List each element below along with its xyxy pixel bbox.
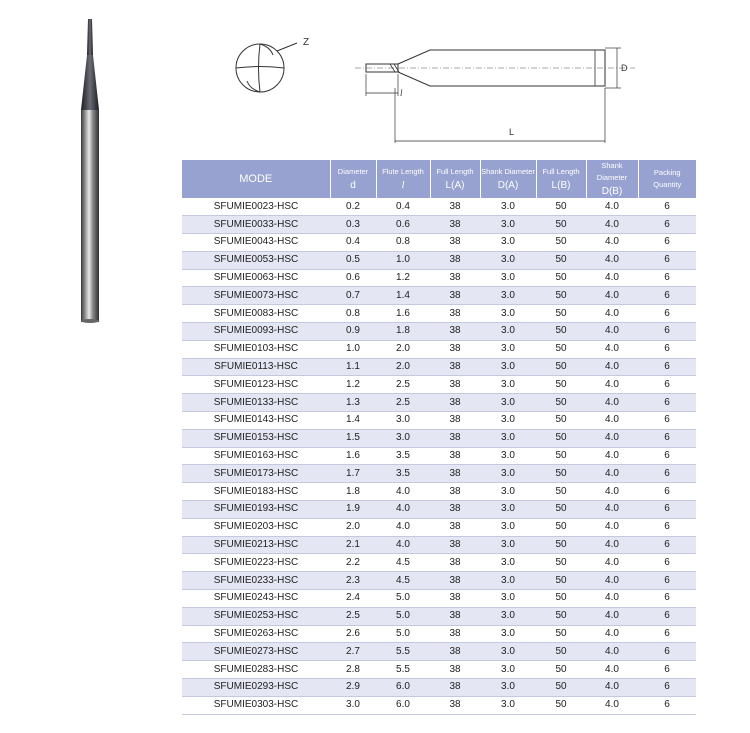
cell-shank-diameter-b: 4.0 (586, 323, 638, 341)
cell-diameter: 0.7 (330, 287, 376, 305)
table-row (182, 465, 696, 483)
cell-flute-length: 1.8 (376, 323, 430, 341)
cell-shank-diameter-a: 3.0 (480, 429, 536, 447)
cell-diameter: 0.3 (330, 216, 376, 234)
cell-packing-quantity: 6 (638, 572, 696, 590)
cell-packing-quantity: 6 (638, 679, 696, 697)
table-row (182, 305, 696, 323)
cell-diameter: 1.5 (330, 429, 376, 447)
cell-shank-diameter-b: 4.0 (586, 536, 638, 554)
cell-full-length-b: 50 (536, 323, 586, 341)
cell-mode: SFUMIE0253-HSC (182, 607, 330, 625)
cell-shank-diameter-b: 4.0 (586, 429, 638, 447)
cell-flute-length: 2.5 (376, 376, 430, 394)
cell-diameter: 2.3 (330, 572, 376, 590)
cell-shank-diameter-a: 3.0 (480, 447, 536, 465)
cell-packing-quantity: 6 (638, 305, 696, 323)
cell-diameter: 2.7 (330, 643, 376, 661)
cell-packing-quantity: 6 (638, 429, 696, 447)
cell-full-length-b: 50 (536, 340, 586, 358)
cell-diameter: 0.9 (330, 323, 376, 341)
table-row (182, 269, 696, 287)
cell-shank-diameter-a: 3.0 (480, 625, 536, 643)
cell-full-length-a: 38 (430, 501, 480, 519)
cell-full-length-b: 50 (536, 643, 586, 661)
cell-shank-diameter-b: 4.0 (586, 251, 638, 269)
cell-packing-quantity: 6 (638, 590, 696, 608)
full-length-label: L (509, 127, 515, 137)
cell-full-length-b: 50 (536, 429, 586, 447)
header-diameter: Diameter d (330, 160, 376, 198)
cell-full-length-a: 38 (430, 625, 480, 643)
cell-shank-diameter-a: 3.0 (480, 394, 536, 412)
cell-mode: SFUMIE0113-HSC (182, 358, 330, 376)
cell-full-length-a: 38 (430, 447, 480, 465)
cell-flute-length: 4.0 (376, 483, 430, 501)
cell-packing-quantity: 6 (638, 376, 696, 394)
cell-full-length-a: 38 (430, 661, 480, 679)
table-row (182, 679, 696, 697)
cell-shank-diameter-b: 4.0 (586, 447, 638, 465)
table-row (182, 643, 696, 661)
cell-full-length-b: 50 (536, 518, 586, 536)
cell-diameter: 2.8 (330, 661, 376, 679)
cell-shank-diameter-a: 3.0 (480, 198, 536, 216)
cell-full-length-b: 50 (536, 483, 586, 501)
cell-packing-quantity: 6 (638, 661, 696, 679)
cell-packing-quantity: 6 (638, 340, 696, 358)
cell-shank-diameter-b: 4.0 (586, 216, 638, 234)
cell-shank-diameter-b: 4.0 (586, 501, 638, 519)
cell-full-length-a: 38 (430, 234, 480, 252)
cell-full-length-a: 38 (430, 323, 480, 341)
cell-flute-length: 6.0 (376, 696, 430, 714)
cell-full-length-b: 50 (536, 394, 586, 412)
cell-full-length-b: 50 (536, 465, 586, 483)
cell-shank-diameter-a: 3.0 (480, 216, 536, 234)
cell-flute-length: 5.5 (376, 661, 430, 679)
cell-diameter: 0.5 (330, 251, 376, 269)
cell-diameter: 1.4 (330, 412, 376, 430)
table-row (182, 358, 696, 376)
cell-flute-length: 3.5 (376, 465, 430, 483)
cell-mode: SFUMIE0233-HSC (182, 572, 330, 590)
cell-shank-diameter-b: 4.0 (586, 554, 638, 572)
cell-shank-diameter-a: 3.0 (480, 412, 536, 430)
header-shank-diameter-a: Shank Diameter D(A) (480, 160, 536, 198)
cell-diameter: 0.4 (330, 234, 376, 252)
cell-full-length-a: 38 (430, 679, 480, 697)
cell-full-length-b: 50 (536, 661, 586, 679)
cell-mode: SFUMIE0173-HSC (182, 465, 330, 483)
cell-full-length-a: 38 (430, 536, 480, 554)
cell-mode: SFUMIE0283-HSC (182, 661, 330, 679)
cell-full-length-a: 38 (430, 607, 480, 625)
cell-flute-length: 5.0 (376, 625, 430, 643)
cell-full-length-a: 38 (430, 429, 480, 447)
table-header-row (182, 160, 696, 198)
cell-full-length-a: 38 (430, 376, 480, 394)
cell-shank-diameter-a: 3.0 (480, 590, 536, 608)
cell-full-length-b: 50 (536, 234, 586, 252)
table-row (182, 447, 696, 465)
end-mill-photo (60, 15, 120, 325)
cell-diameter: 3.0 (330, 696, 376, 714)
cell-diameter: 1.0 (330, 340, 376, 358)
cell-shank-diameter-b: 4.0 (586, 590, 638, 608)
cell-packing-quantity: 6 (638, 269, 696, 287)
table-row (182, 376, 696, 394)
cell-full-length-a: 38 (430, 643, 480, 661)
table-row (182, 536, 696, 554)
cell-full-length-a: 38 (430, 269, 480, 287)
cell-full-length-a: 38 (430, 305, 480, 323)
cell-full-length-b: 50 (536, 607, 586, 625)
cell-diameter: 0.2 (330, 198, 376, 216)
cell-full-length-b: 50 (536, 501, 586, 519)
cell-shank-diameter-b: 4.0 (586, 394, 638, 412)
table-row (182, 251, 696, 269)
cell-shank-diameter-a: 3.0 (480, 269, 536, 287)
table-row (182, 340, 696, 358)
table-row (182, 198, 696, 216)
cell-flute-length: 5.0 (376, 590, 430, 608)
cell-shank-diameter-a: 3.0 (480, 305, 536, 323)
table-row (182, 607, 696, 625)
cell-mode: SFUMIE0123-HSC (182, 376, 330, 394)
cell-mode: SFUMIE0143-HSC (182, 412, 330, 430)
spec-table (182, 160, 696, 715)
cell-packing-quantity: 6 (638, 518, 696, 536)
cell-shank-diameter-b: 4.0 (586, 234, 638, 252)
cell-full-length-b: 50 (536, 198, 586, 216)
cell-mode: SFUMIE0103-HSC (182, 340, 330, 358)
cell-full-length-b: 50 (536, 216, 586, 234)
cell-shank-diameter-a: 3.0 (480, 518, 536, 536)
cell-flute-length: 3.5 (376, 447, 430, 465)
cell-packing-quantity: 6 (638, 447, 696, 465)
d-label: D (621, 63, 628, 73)
cell-full-length-b: 50 (536, 536, 586, 554)
cell-shank-diameter-b: 4.0 (586, 643, 638, 661)
cell-shank-diameter-a: 3.0 (480, 340, 536, 358)
cell-full-length-a: 38 (430, 198, 480, 216)
cell-packing-quantity: 6 (638, 625, 696, 643)
cell-flute-length: 2.5 (376, 394, 430, 412)
cell-mode: SFUMIE0203-HSC (182, 518, 330, 536)
cell-diameter: 1.8 (330, 483, 376, 501)
cell-diameter: 0.8 (330, 305, 376, 323)
table-row (182, 554, 696, 572)
cell-mode: SFUMIE0263-HSC (182, 625, 330, 643)
cell-full-length-b: 50 (536, 447, 586, 465)
cell-shank-diameter-a: 3.0 (480, 607, 536, 625)
cell-full-length-b: 50 (536, 269, 586, 287)
cell-shank-diameter-a: 3.0 (480, 251, 536, 269)
cell-shank-diameter-b: 4.0 (586, 679, 638, 697)
cell-diameter: 1.2 (330, 376, 376, 394)
cell-mode: SFUMIE0093-HSC (182, 323, 330, 341)
cell-mode: SFUMIE0153-HSC (182, 429, 330, 447)
header-packing-quantity: Packing Quantity (638, 160, 696, 198)
cell-mode: SFUMIE0033-HSC (182, 216, 330, 234)
cell-packing-quantity: 6 (638, 483, 696, 501)
cell-full-length-a: 38 (430, 216, 480, 234)
cell-packing-quantity: 6 (638, 501, 696, 519)
cell-full-length-b: 50 (536, 572, 586, 590)
cell-shank-diameter-a: 3.0 (480, 358, 536, 376)
cell-packing-quantity: 6 (638, 234, 696, 252)
cell-diameter: 2.2 (330, 554, 376, 572)
header-flute-length: Flute Length l (376, 160, 430, 198)
cell-shank-diameter-a: 3.0 (480, 376, 536, 394)
cell-shank-diameter-a: 3.0 (480, 501, 536, 519)
z-label: Z (303, 37, 310, 48)
cell-shank-diameter-b: 4.0 (586, 518, 638, 536)
cell-mode: SFUMIE0213-HSC (182, 536, 330, 554)
table-row (182, 590, 696, 608)
cell-shank-diameter-b: 4.0 (586, 607, 638, 625)
cell-mode: SFUMIE0243-HSC (182, 590, 330, 608)
cell-full-length-a: 38 (430, 483, 480, 501)
cell-shank-diameter-b: 4.0 (586, 625, 638, 643)
table-row (182, 661, 696, 679)
cell-flute-length: 1.4 (376, 287, 430, 305)
cell-flute-length: 6.0 (376, 679, 430, 697)
table-row (182, 501, 696, 519)
cell-shank-diameter-b: 4.0 (586, 696, 638, 714)
table-row (182, 216, 696, 234)
table-row (182, 429, 696, 447)
cell-shank-diameter-b: 4.0 (586, 305, 638, 323)
cell-diameter: 1.6 (330, 447, 376, 465)
cell-shank-diameter-a: 3.0 (480, 572, 536, 590)
cell-mode: SFUMIE0083-HSC (182, 305, 330, 323)
cell-full-length-b: 50 (536, 554, 586, 572)
cell-packing-quantity: 6 (638, 394, 696, 412)
cell-full-length-a: 38 (430, 465, 480, 483)
cell-flute-length: 0.8 (376, 234, 430, 252)
cell-packing-quantity: 6 (638, 198, 696, 216)
cell-full-length-a: 38 (430, 518, 480, 536)
cell-flute-length: 1.2 (376, 269, 430, 287)
end-view-diagram (215, 25, 335, 115)
cell-flute-length: 4.0 (376, 501, 430, 519)
cell-shank-diameter-b: 4.0 (586, 358, 638, 376)
cell-diameter: 1.1 (330, 358, 376, 376)
table-row (182, 412, 696, 430)
cell-shank-diameter-b: 4.0 (586, 340, 638, 358)
cell-full-length-b: 50 (536, 287, 586, 305)
cell-mode: SFUMIE0303-HSC (182, 696, 330, 714)
cell-flute-length: 4.0 (376, 536, 430, 554)
cell-full-length-a: 38 (430, 394, 480, 412)
cell-shank-diameter-b: 4.0 (586, 412, 638, 430)
cell-mode: SFUMIE0223-HSC (182, 554, 330, 572)
cell-full-length-b: 50 (536, 376, 586, 394)
cell-packing-quantity: 6 (638, 287, 696, 305)
cell-shank-diameter-a: 3.0 (480, 323, 536, 341)
cell-mode: SFUMIE0043-HSC (182, 234, 330, 252)
cell-full-length-a: 38 (430, 358, 480, 376)
cell-shank-diameter-a: 3.0 (480, 287, 536, 305)
cell-diameter: 0.6 (330, 269, 376, 287)
cell-packing-quantity: 6 (638, 465, 696, 483)
cell-full-length-a: 38 (430, 696, 480, 714)
cell-diameter: 1.9 (330, 501, 376, 519)
cell-full-length-a: 38 (430, 572, 480, 590)
table-row (182, 518, 696, 536)
cell-shank-diameter-a: 3.0 (480, 536, 536, 554)
cell-mode: SFUMIE0053-HSC (182, 251, 330, 269)
table-row (182, 323, 696, 341)
cell-full-length-b: 50 (536, 251, 586, 269)
cell-mode: SFUMIE0183-HSC (182, 483, 330, 501)
cell-diameter: 2.0 (330, 518, 376, 536)
cell-shank-diameter-a: 3.0 (480, 679, 536, 697)
cell-flute-length: 2.0 (376, 358, 430, 376)
cell-packing-quantity: 6 (638, 696, 696, 714)
cell-packing-quantity: 6 (638, 412, 696, 430)
cell-shank-diameter-b: 4.0 (586, 198, 638, 216)
cell-diameter: 2.6 (330, 625, 376, 643)
cell-shank-diameter-a: 3.0 (480, 696, 536, 714)
cell-mode: SFUMIE0073-HSC (182, 287, 330, 305)
table-row (182, 394, 696, 412)
cell-flute-length: 1.6 (376, 305, 430, 323)
cell-full-length-b: 50 (536, 358, 586, 376)
cell-shank-diameter-b: 4.0 (586, 287, 638, 305)
cell-shank-diameter-b: 4.0 (586, 483, 638, 501)
cell-packing-quantity: 6 (638, 536, 696, 554)
cell-flute-length: 3.0 (376, 412, 430, 430)
cell-full-length-a: 38 (430, 554, 480, 572)
cell-packing-quantity: 6 (638, 643, 696, 661)
cell-diameter: 1.3 (330, 394, 376, 412)
cell-packing-quantity: 6 (638, 216, 696, 234)
cell-shank-diameter-a: 3.0 (480, 465, 536, 483)
cell-flute-length: 5.5 (376, 643, 430, 661)
table-row (182, 234, 696, 252)
cell-packing-quantity: 6 (638, 251, 696, 269)
cell-shank-diameter-a: 3.0 (480, 661, 536, 679)
cell-mode: SFUMIE0293-HSC (182, 679, 330, 697)
cell-packing-quantity: 6 (638, 358, 696, 376)
cell-full-length-b: 50 (536, 305, 586, 323)
header-shank-diameter-b: Shank Diameter D(B) (586, 160, 638, 198)
header-mode: MODE (182, 160, 330, 198)
cell-mode: SFUMIE0023-HSC (182, 198, 330, 216)
cell-packing-quantity: 6 (638, 607, 696, 625)
cell-flute-length: 2.0 (376, 340, 430, 358)
cell-shank-diameter-a: 3.0 (480, 554, 536, 572)
cell-flute-length: 5.0 (376, 607, 430, 625)
cell-shank-diameter-b: 4.0 (586, 376, 638, 394)
cell-full-length-b: 50 (536, 590, 586, 608)
table-row (182, 696, 696, 714)
cell-full-length-a: 38 (430, 590, 480, 608)
cell-flute-length: 4.5 (376, 554, 430, 572)
cell-diameter: 2.9 (330, 679, 376, 697)
flute-length-label: l (400, 88, 403, 98)
table-row (182, 572, 696, 590)
side-view-diagram (355, 38, 640, 143)
cell-full-length-b: 50 (536, 696, 586, 714)
table-body (182, 198, 696, 714)
cell-mode: SFUMIE0133-HSC (182, 394, 330, 412)
cell-flute-length: 0.6 (376, 216, 430, 234)
cell-full-length-a: 38 (430, 340, 480, 358)
cell-flute-length: 1.0 (376, 251, 430, 269)
cell-shank-diameter-b: 4.0 (586, 269, 638, 287)
cell-shank-diameter-b: 4.0 (586, 661, 638, 679)
cell-full-length-b: 50 (536, 412, 586, 430)
table-row (182, 625, 696, 643)
cell-packing-quantity: 6 (638, 323, 696, 341)
cell-shank-diameter-b: 4.0 (586, 572, 638, 590)
cell-flute-length: 0.4 (376, 198, 430, 216)
cell-flute-length: 4.5 (376, 572, 430, 590)
cell-diameter: 2.4 (330, 590, 376, 608)
cell-mode: SFUMIE0163-HSC (182, 447, 330, 465)
cell-packing-quantity: 6 (638, 554, 696, 572)
cell-shank-diameter-b: 4.0 (586, 465, 638, 483)
header-full-length-a: Full Length L(A) (430, 160, 480, 198)
cell-full-length-b: 50 (536, 679, 586, 697)
cell-diameter: 1.7 (330, 465, 376, 483)
cell-full-length-a: 38 (430, 287, 480, 305)
cell-shank-diameter-a: 3.0 (480, 643, 536, 661)
cell-full-length-b: 50 (536, 625, 586, 643)
table-row (182, 483, 696, 501)
cell-mode: SFUMIE0063-HSC (182, 269, 330, 287)
cell-shank-diameter-a: 3.0 (480, 483, 536, 501)
cell-flute-length: 4.0 (376, 518, 430, 536)
table-row (182, 287, 696, 305)
cell-diameter: 2.1 (330, 536, 376, 554)
header-full-length-b: Full Length L(B) (536, 160, 586, 198)
cell-diameter: 2.5 (330, 607, 376, 625)
cell-mode: SFUMIE0193-HSC (182, 501, 330, 519)
cell-full-length-a: 38 (430, 412, 480, 430)
cell-mode: SFUMIE0273-HSC (182, 643, 330, 661)
cell-full-length-a: 38 (430, 251, 480, 269)
cell-flute-length: 3.0 (376, 429, 430, 447)
cell-shank-diameter-a: 3.0 (480, 234, 536, 252)
